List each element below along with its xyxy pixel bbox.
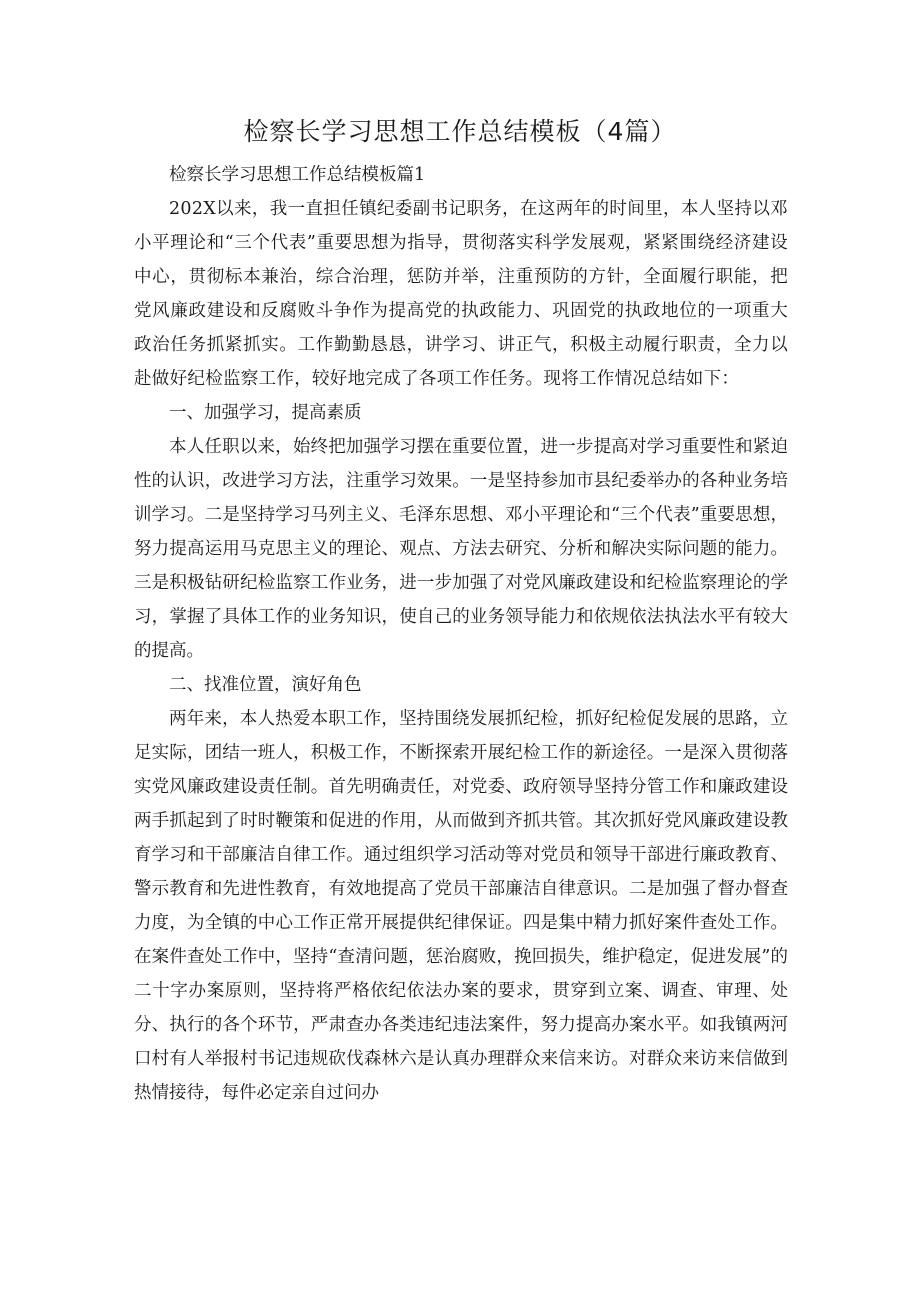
paragraph: 两年来，本人热爱本职工作，坚持围绕发展抓纪检，抓好纪检促发展的思路，立足实际，团结一班人，积极工作，不断探索开展纪检工作的新途径。一是深入贯彻落实党风廉政建设责任制。首先明确责任，对党委、政府领导坚持分管工作和廉政建设两手抓起到了时时鞭策和促进的作用，从而做到齐抓共管。其次抓好党风廉政建设教育学习和干部廉洁自律工作。通过组织学习活动等对党员和领导干部进行廉政教育、警示教育和先进性教育，有效地提高了党员干部廉洁自律意识。二是加强了督办督查力度，为全镇的中心工作正常开展提供纪律保证。四是集中精力抓好案件查处工作。在案件查处工作中，坚持“查清问题，惩治腐败，挽回损失，维护稳定，促进发展”的二十字办案原则，坚持将严格依纪依法办案的要求，贯穿到立案、调查、审理、处分、执行的各个环节，严肃查办各类违纪违法案件，努力提高办案水平。如我镇两河口村有人举报村书记违规砍伐森林六是认真办理群众来信来访。对群众来访来信做到热情接待，每件必定亲自过问办 bbox=[134, 709, 788, 1103]
paragraph: 本人任职以来，始终把加强学习摆在重要位置，进一步提高对学习重要性和紧迫性的认识，改进学习方法，注重学习效果。一是坚持参加市县纪委举办的各种业务培训学习。二是坚持学习马列主义、毛泽东思想、邓小平理论和“三个代表”重要思想，努力提高运用马克思主义的理论、观点、方法去研究、分析和解决实际问题的能力。三是积极钻研纪检监察工作业务，进一步加强了对党风廉政建设和纪检监察理论的学习，掌握了具体工作的业务知识，使自己的业务领导能力和依规依法执法水平有较大的提高。 bbox=[134, 437, 788, 661]
section-heading: 二、找准位置，演好角色 bbox=[169, 675, 362, 695]
document-body bbox=[134, 158, 788, 1110]
document-title: 检察长学习思想工作总结模板（4篇） bbox=[243, 117, 677, 146]
section-heading: 检察长学习思想工作总结模板篇1 bbox=[169, 165, 426, 185]
paragraph: 202X以来，我一直担任镇纪委副书记职务，在这两年的时间里，本人坚持以邓小平理论和“三个代表”重要思想为指导，贯彻落实科学发展观，紧紧围绕经济建设中心，贯彻标本兼治，综合治理，惩防并举，注重预防的方针，全面履行职能，把党风廉政建设和反腐败斗争作为提高党的执政能力、巩固党的执政地位的一项重大政治任务抓紧抓实。工作勤勤恳恳，讲学习、讲正气，积极主动履行职责，全力以赴做好纪检监察工作，较好地完成了各项工作任务。现将工作情况总结如下： bbox=[134, 199, 788, 389]
section-heading: 一、加强学习，提高素质 bbox=[169, 403, 362, 423]
